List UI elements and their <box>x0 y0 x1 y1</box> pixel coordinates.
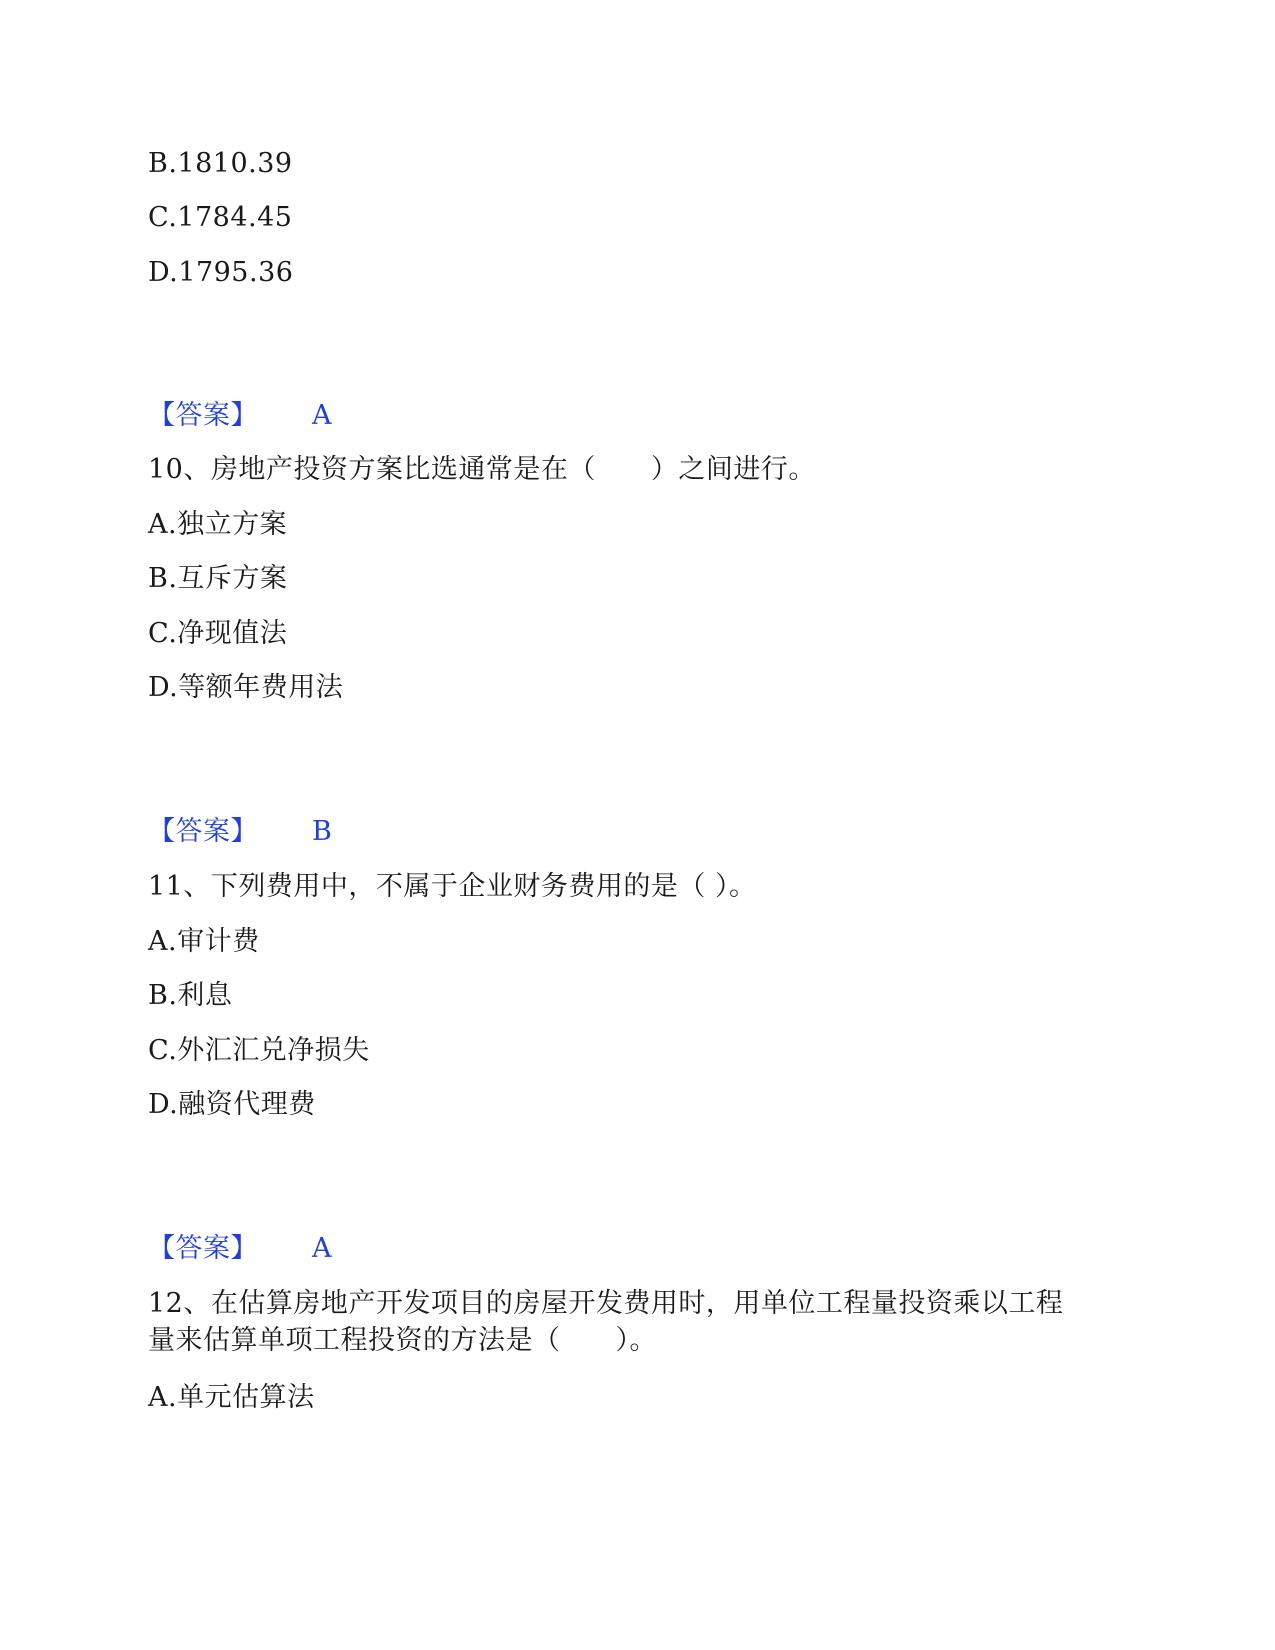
q10-option-a: A.独立方案 <box>148 509 288 540</box>
answer-value: A <box>312 400 332 431</box>
q10-option-d: D.等额年费用法 <box>148 672 344 703</box>
q12-stem-line-2: 量来估算单项工程投资的方法是（ ）。 <box>148 1325 657 1356</box>
q12-option-a: A.单元估算法 <box>148 1382 315 1413</box>
q9-option-b: B.1810.39 <box>148 148 293 179</box>
answer-label: 【答案】 <box>148 816 258 847</box>
q10-answer <box>148 814 332 850</box>
q9-option-c: C.1784.45 <box>148 202 293 233</box>
q11-option-b: B.利息 <box>148 980 233 1011</box>
q11-option-d: D.融资代理费 <box>148 1089 316 1120</box>
q9-answer <box>148 398 332 434</box>
q10-option-b: B.互斥方案 <box>148 563 288 594</box>
answer-value: A <box>312 1233 332 1264</box>
q9-option-d: D.1795.36 <box>148 257 294 288</box>
answer-label: 【答案】 <box>148 1233 258 1264</box>
q12-stem-line-1: 12、在估算房地产开发项目的房屋开发费用时，用单位工程量投资乘以工程 <box>148 1288 1064 1319</box>
q11-answer <box>148 1231 332 1267</box>
answer-value: B <box>312 816 333 847</box>
q11-option-a: A.审计费 <box>148 926 260 957</box>
answer-label: 【答案】 <box>148 400 258 431</box>
q10-stem: 10、房地产投资方案比选通常是在（ ）之间进行。 <box>148 454 816 485</box>
q10-option-c: C.净现值法 <box>148 618 288 649</box>
q11-option-c: C.外汇汇兑净损失 <box>148 1035 370 1066</box>
q11-stem: 11、下列费用中，不属于企业财务费用的是（ ）。 <box>148 871 757 902</box>
